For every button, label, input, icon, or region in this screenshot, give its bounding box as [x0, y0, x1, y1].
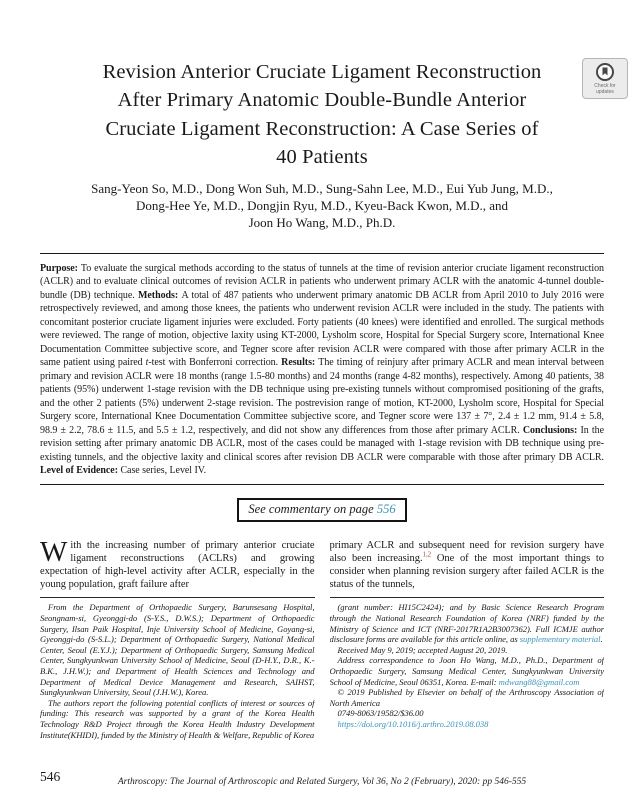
commentary-page-link[interactable]: 556	[376, 501, 396, 516]
author-line: Joon Ho Wang, M.D., Ph.D.	[248, 215, 396, 231]
left-column	[40, 539, 315, 755]
affiliations-footnote: From the Department of Orthopaedic Surgery, Barunsesang Hospital, Seongnam-si, Gyeonggi-do (S-Y.S., D.W.S.); Department of Orthopaedic Surgery, Ilsan Paik Hospital, Inje University School of Medicine, Goyang-si, Gyeonggi-do (S-S.L.); Department of Orthopaedic Surgery, National Medical Center, Seoul (E.Y.J.); Department of Orthopaedic Surgery, Samsung Medical Center, Sungkyunkwan University School of Medicine, Seoul (D-H.Y., D.R., K.-B.K., J.H.W.); and Department of Health Sciences and Technology and Department of Medical Device Management and Research, SAIHST, Sungkyunkwan University, Seoul (J.H.W.), Korea.	[40, 602, 315, 698]
commentary-note	[40, 498, 604, 522]
copyright-footnote: © 2019 Published by Elsevier on behalf of the Arthroscopy Association of North America	[329, 687, 604, 708]
abstract-text: Purpose: To evaluate the surgical methods according to the status of tunnels at the time of revision anterior cruciate ligament reconstruction (ACLR) and to evaluate clinical outcomes of revision ACLR in patients who underwent primary ACLR with the anatomic 4-tunnel double-bundle (DB) technique. Methods: A total of 487 patients who underwent primary anatomic DB ACLR from April 2010 to July 2016 were retrospectively reviewed, and among those knees, the patients who underwent revision ACLR were included in the study. The patients with concomitant posterior cruciate ligament injuries were excluded. Forty patients (40 knees) were identified and enrolled. The surgical methods were reviewed. The range of motion, objective laxity using KT-2000, Lysholm score, Hospital for Special Surgery score, International Knee Documentation Committee subjective score, and Tegner score after revision ACLR were compared with those after primary ACLR in the same patient using paired t-test with Bonferroni correction. Results: The timing of reinjury after primary ACLR and mean interval between primary and revision ACLR were 18 months (range 1.5-80 months) and 24 months (range 4-82 months), respectively. Among 40 patients, 38 patients (95%) underwent 1-stage revision with the DB technique using pre-existing tunnels without compromised positioning of the grafts, and the other 2 patients (5%) underwent 2-stage revision. The postrevision range of motion, KT-2000, Lysholm score, Hospital for Special Surgery score, International Knee Documentation Committee subjective score, and Tegner score were 137 ± 7°, 2.4 ± 1.2 mm, 91.4 ± 5.8, 98.9 ± 2.2, 78.6 ± 11.5, and 5.5 ± 1.2, respectively, and did not show any differences from those after primary ACLR. Conclusions: In the revision setting after primary anatomic DB ACLR, most of the cases could be managed with 1-stage revision with DB technique using pre-existing tunnels, and the objective laxity and clinical scores after revision DB ACLR were comparable with those after primary DB ACLR. Level of Evidence: Case series, Level IV.	[40, 262, 604, 477]
email-link[interactable]: mdwang88@gmail.com	[498, 676, 580, 687]
page-number: 546	[40, 769, 61, 784]
body-columns	[40, 539, 604, 755]
doi-footnote	[330, 719, 605, 730]
footnote-divider	[40, 597, 315, 598]
bookmark-icon	[596, 63, 614, 81]
conflicts-footnote: The authors report the following potential conflicts of interest or sources of funding: This research was supported by a grant of the Korea Health Technology R&D Project through the Korea Health Industry Development Institute(KHIDI), funded by the Ministry of Health & Welfare, Republic of Korea	[40, 697, 315, 740]
author-line: Sang-Yeon So, M.D., Dong Won Suh, M.D., Sung-Sahn Lee, M.D., Eui Yub Jung, M.D.,	[91, 181, 553, 197]
page-footer	[40, 771, 604, 789]
left-footnote-block	[40, 597, 315, 740]
footnote-divider	[330, 597, 605, 598]
body-paragraph-left-text: ith the increasing number of primary anterior cruciate ligament reconstructions (ACLRs) and growing expectation of high-level activity after ACLR, especially in the young population, graft failure after	[40, 539, 315, 591]
right-footnote-block	[330, 597, 605, 729]
author-line: Dong-Hee Ye, M.D., Dongjin Ryu, M.D., Kyeu-Back Kwon, M.D., and	[135, 198, 509, 214]
right-column	[330, 539, 605, 755]
title-line: After Primary Anatomic Double-Bundle Anterior	[117, 89, 527, 112]
dropcap-letter: W	[40, 538, 68, 568]
abstract-top-divider	[40, 253, 604, 254]
article-title	[40, 58, 604, 171]
issn-footnote: 0749-8063/19582/$36.00	[337, 708, 424, 719]
body-paragraph-right: primary ACLR and subsequent need for revision surgery have also been increasing.$^{1,2}$ One of the most important things to consider when planning revision surgery after failed ACLR is the status of the tunnels,	[329, 539, 604, 591]
reference-citation-link[interactable]: 1,2	[422, 550, 432, 559]
correspondence-footnote: Address correspondence to Joon Ho Wang, M.D., Ph.D., Department of Orthopaedic Surgery, Samsung Medical Center, Sungkyunkwan University School of Medicine, Seoul 06351, Korea. E-mail: mdwang88@gmail.com	[329, 655, 604, 687]
author-list	[40, 180, 604, 231]
body-paragraph-left	[40, 539, 315, 592]
grant-footnote: (grant number: HI15C2424); and by Basic Science Research Program through the National Research Foundation of Korea (NRF) funded by the Ministry of Science and ICT (NRF-2017R1A2B3007362). Full ICMJE author disclosure forms are available for this article online, as supplementary material.	[329, 602, 604, 645]
title-line: Cruciate Ligament Reconstruction: A Case Series of	[105, 117, 539, 140]
received-dates-footnote: Received May 9, 2019; accepted August 20, 2019.	[337, 644, 508, 655]
journal-citation-line: Arthroscopy: The Journal of Arthroscopic and Related Surgery, Vol 36, No 2 (February), 2020: pp 546-555	[117, 777, 527, 787]
commentary-box[interactable]: See commentary on page 556	[237, 498, 406, 522]
check-for-updates-badge[interactable]	[582, 58, 628, 99]
check-for-updates-label	[594, 83, 615, 95]
doi-link[interactable]: https://doi.org/10.1016/j.arthro.2019.08.038	[337, 718, 489, 729]
badge-label-line2: updates	[596, 88, 614, 95]
badge-label-line1: Check for	[594, 82, 616, 89]
title-line: Revision Anterior Cruciate Ligament Reconstruction	[102, 61, 542, 83]
supplementary-material-link[interactable]: supplementary material	[519, 634, 601, 645]
title-line: 40 Patients	[276, 145, 368, 168]
abstract-bottom-divider	[40, 484, 604, 485]
